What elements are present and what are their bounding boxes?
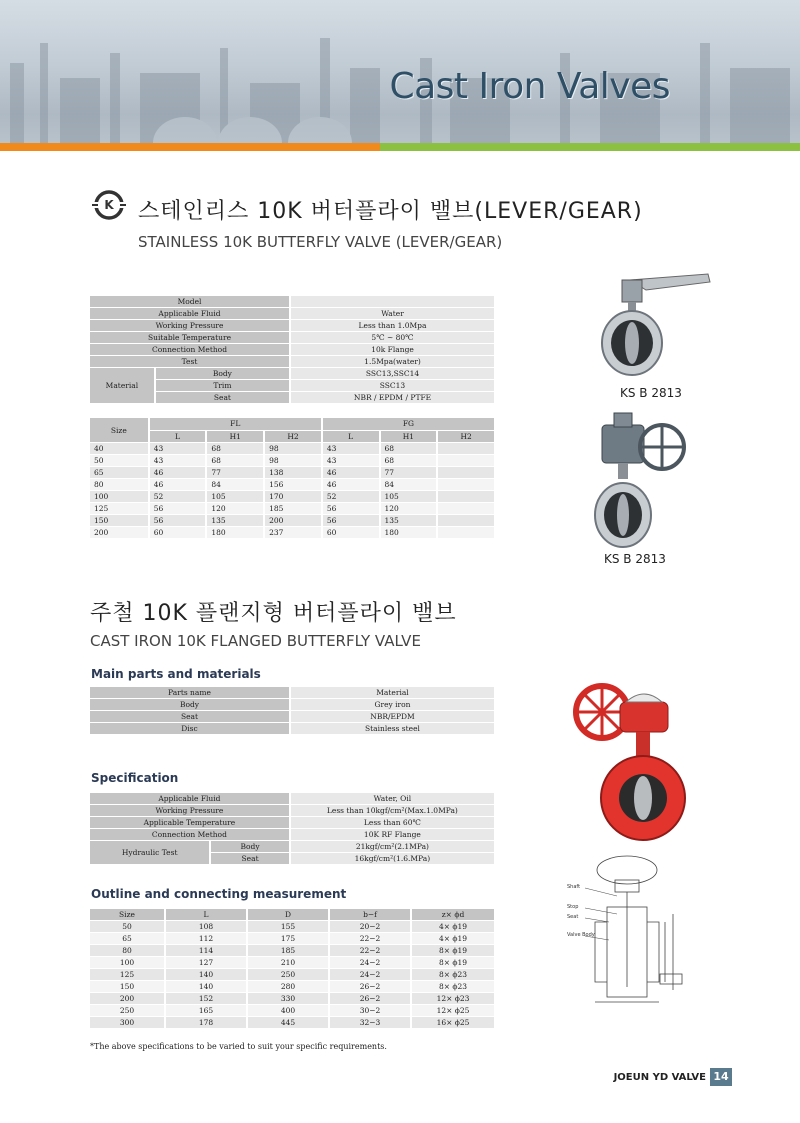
dim-cell: 84 [381, 479, 437, 490]
spec-value: 10K RF Flange [291, 829, 494, 840]
table-row [90, 443, 494, 454]
cast-iron-butterfly-valve-image [562, 680, 692, 845]
hydraulic-label: Hydraulic Test [90, 841, 209, 864]
spec-value: Water [291, 308, 494, 319]
footer-brand: JOEUN YD VALVE [613, 1072, 706, 1083]
measure-cell: 16× ϕ25 [412, 1017, 494, 1028]
hydraulic-value: 16kgf/cm²(1.6.MPa) [291, 853, 494, 864]
measure-cell: 112 [166, 933, 246, 944]
material-part: Body [156, 368, 289, 379]
dim-cell: 98 [265, 443, 321, 454]
part-material: Grey iron [291, 699, 494, 710]
svg-text:K: K [104, 198, 114, 212]
table-row [90, 1005, 494, 1016]
measure-cell: 26−2 [330, 981, 410, 992]
drawing-label-shaft: Shaft [567, 884, 581, 890]
dim-cell: 105 [381, 491, 437, 502]
spec-value: Water, Oil [291, 793, 494, 804]
measure-cell: 8× ϕ19 [412, 957, 494, 968]
size-cell: 80 [90, 479, 148, 490]
size-cell: 65 [90, 933, 164, 944]
dim-cell: 237 [265, 527, 321, 538]
specification-heading: Specification [91, 771, 179, 785]
spec-value: 5℃ ~ 80℃ [291, 332, 494, 343]
table-row [90, 455, 494, 466]
accent-bar-orange [0, 143, 380, 151]
dim-cell: 56 [323, 503, 379, 514]
measure-cell: 26−2 [330, 993, 410, 1004]
dim-cell: 46 [323, 467, 379, 478]
measure-cell: 8× ϕ23 [412, 981, 494, 992]
part-material: NBR/EPDM [291, 711, 494, 722]
dim-cell: 77 [381, 467, 437, 478]
measure-cell: 30−2 [330, 1005, 410, 1016]
caption-gear: KS B 2813 [604, 552, 666, 566]
spec-label: Suitable Temperature [90, 332, 289, 343]
fl-header: FL [150, 418, 321, 430]
dims-col-header: L [150, 431, 206, 443]
table-row [90, 921, 494, 932]
caption-lever: KS B 2813 [620, 386, 682, 400]
section1-title-en: STAINLESS 10K BUTTERFLY VALVE (LEVER/GEAR) [138, 233, 503, 251]
stainless-dimension-table [88, 417, 496, 539]
size-cell: 300 [90, 1017, 164, 1028]
table-row [90, 479, 494, 490]
dim-cell: 120 [207, 503, 263, 514]
table-row [90, 957, 494, 968]
dim-cell: 105 [207, 491, 263, 502]
size-cell: 200 [90, 993, 164, 1004]
measure-cell: 24−2 [330, 969, 410, 980]
section1-title-kr: 스테인리스 10K 버터플라이 밸브(LEVER/GEAR) [138, 199, 643, 224]
part-name: Seat [90, 711, 289, 722]
spec-label: Connection Method [90, 344, 289, 355]
measure-cell: 12× ϕ23 [412, 993, 494, 1004]
measure-cell: 400 [248, 1005, 328, 1016]
spec-label: Model [90, 296, 289, 307]
measure-cell: 127 [166, 957, 246, 968]
measure-cell: 22−2 [330, 945, 410, 956]
spec-value: 1.5Mpa(water) [291, 356, 494, 367]
measure-cell: 22−2 [330, 933, 410, 944]
dim-cell: 43 [150, 455, 206, 466]
measure-cell: 445 [248, 1017, 328, 1028]
stainless-spec-table [88, 295, 496, 404]
measure-cell: 8× ϕ19 [412, 945, 494, 956]
size-cell: 80 [90, 945, 164, 956]
measure-cell: 32−3 [330, 1017, 410, 1028]
spec-label: Applicable Fluid [90, 308, 289, 319]
outline-measurement-table [88, 908, 496, 1029]
table-row [90, 1017, 494, 1028]
size-cell: 125 [90, 503, 148, 514]
measure-cell: 152 [166, 993, 246, 1004]
part-name: Disc [90, 723, 289, 734]
material-label: Material [90, 368, 154, 403]
dim-cell: 43 [150, 443, 206, 454]
hydraulic-value: 21kgf/cm²(2.1MPa) [291, 841, 494, 852]
measure-cell: 140 [166, 981, 246, 992]
ks-mark-icon [90, 190, 128, 220]
measure-cell: 178 [166, 1017, 246, 1028]
spec-label: Working Pressure [90, 805, 289, 816]
table-row [90, 503, 494, 514]
table-row [90, 467, 494, 478]
outline-col-header: b−f [330, 909, 410, 920]
dim-cell: 46 [323, 479, 379, 490]
section2-title-en: CAST IRON 10K FLANGED BUTTERFLY VALVE [90, 632, 421, 650]
dim-cell: 200 [265, 515, 321, 526]
dim-cell: 135 [207, 515, 263, 526]
table-row [90, 527, 494, 538]
measure-cell: 165 [166, 1005, 246, 1016]
dim-cell: 77 [207, 467, 263, 478]
part-material: Stainless steel [291, 723, 494, 734]
dim-cell: 46 [150, 479, 206, 490]
spec-label: Test [90, 356, 289, 367]
dim-cell: 68 [381, 455, 437, 466]
material-part: Seat [156, 392, 289, 403]
dim-cell: 98 [265, 455, 321, 466]
table-row [90, 969, 494, 980]
measure-cell: 20−2 [330, 921, 410, 932]
dim-cell: 60 [323, 527, 379, 538]
hydraulic-part: Seat [211, 853, 288, 864]
dim-cell [438, 491, 494, 502]
table-row [90, 993, 494, 1004]
parts-heading: Main parts and materials [91, 667, 261, 681]
measure-cell: 140 [166, 969, 246, 980]
table-row [90, 933, 494, 944]
measure-cell: 8× ϕ23 [412, 969, 494, 980]
parts-header: Parts name [90, 687, 289, 698]
dim-cell [438, 479, 494, 490]
dim-cell: 120 [381, 503, 437, 514]
drawing-label-body: Valve Body [567, 932, 595, 938]
part-name: Body [90, 699, 289, 710]
dims-col-header: H2 [265, 431, 321, 443]
page-title: Cast Iron Valves [389, 66, 670, 107]
accent-bar-green [380, 143, 800, 151]
dim-cell [438, 443, 494, 454]
dim-cell: 43 [323, 455, 379, 466]
gear-butterfly-valve-image [590, 405, 700, 550]
dim-cell: 84 [207, 479, 263, 490]
spec-label: Applicable Temperature [90, 817, 289, 828]
measure-cell: 114 [166, 945, 246, 956]
dim-cell: 68 [381, 443, 437, 454]
lever-butterfly-valve-image [590, 268, 720, 383]
measure-cell: 4× ϕ19 [412, 921, 494, 932]
dim-cell: 156 [265, 479, 321, 490]
outline-col-header: L [166, 909, 246, 920]
fg-header: FG [323, 418, 494, 430]
measure-cell: 280 [248, 981, 328, 992]
measure-cell: 210 [248, 957, 328, 968]
dim-cell [438, 467, 494, 478]
size-cell: 200 [90, 527, 148, 538]
spec-value [291, 296, 494, 307]
outline-col-header: Size [90, 909, 164, 920]
dims-col-header: L [323, 431, 379, 443]
spec-value: Less than 1.0Mpa [291, 320, 494, 331]
size-cell: 125 [90, 969, 164, 980]
dim-cell: 185 [265, 503, 321, 514]
outline-heading: Outline and connecting measurement [91, 887, 347, 901]
spec-value: Less than 60℃ [291, 817, 494, 828]
page-number: 14 [710, 1068, 732, 1086]
dim-cell: 170 [265, 491, 321, 502]
material-part: Trim [156, 380, 289, 391]
dim-cell: 56 [150, 515, 206, 526]
measure-cell: 330 [248, 993, 328, 1004]
dim-cell: 52 [150, 491, 206, 502]
dim-cell: 43 [323, 443, 379, 454]
size-header: Size [90, 418, 148, 442]
dim-cell [438, 503, 494, 514]
section2-title-kr: 주철 10K 플랜지형 버터플라이 밸브 [90, 601, 457, 626]
specification-table [88, 792, 496, 865]
dims-col-header: H1 [381, 431, 437, 443]
table-row [90, 945, 494, 956]
outline-col-header: D [248, 909, 328, 920]
drawing-label-seat: Seat [567, 914, 579, 920]
spec-label: Applicable Fluid [90, 793, 289, 804]
material-value: SSC13,SSC14 [291, 368, 494, 379]
spec-value: Less than 10kgf/cm²(Max.1.0MPa) [291, 805, 494, 816]
size-cell: 100 [90, 957, 164, 968]
outline-col-header: z× ϕd [412, 909, 494, 920]
material-header: Material [291, 687, 494, 698]
size-cell: 50 [90, 455, 148, 466]
dim-cell: 56 [323, 515, 379, 526]
drawing-label-stop: Stop [567, 904, 579, 910]
dim-cell: 135 [381, 515, 437, 526]
measure-cell: 108 [166, 921, 246, 932]
dim-cell: 68 [207, 455, 263, 466]
dim-cell: 46 [150, 467, 206, 478]
table-row [90, 491, 494, 502]
spec-label: Connection Method [90, 829, 289, 840]
spec-value: 10k Flange [291, 344, 494, 355]
measure-cell: 12× ϕ25 [412, 1005, 494, 1016]
dim-cell: 60 [150, 527, 206, 538]
size-cell: 65 [90, 467, 148, 478]
measure-cell: 250 [248, 969, 328, 980]
parts-materials-table [88, 686, 496, 735]
measure-cell: 175 [248, 933, 328, 944]
dims-col-header: H1 [207, 431, 263, 443]
dim-cell: 138 [265, 467, 321, 478]
measure-cell: 155 [248, 921, 328, 932]
hydraulic-part: Body [211, 841, 288, 852]
table-row [90, 515, 494, 526]
dims-col-header: H2 [438, 431, 494, 443]
technical-drawing [565, 852, 695, 1012]
measure-cell: 24−2 [330, 957, 410, 968]
size-cell: 150 [90, 981, 164, 992]
table-row [90, 981, 494, 992]
size-cell: 250 [90, 1005, 164, 1016]
dim-cell [438, 515, 494, 526]
size-cell: 50 [90, 921, 164, 932]
dim-cell: 52 [323, 491, 379, 502]
dim-cell: 68 [207, 443, 263, 454]
size-cell: 150 [90, 515, 148, 526]
dim-cell: 56 [150, 503, 206, 514]
size-cell: 100 [90, 491, 148, 502]
material-value: NBR / EPDM / PTFE [291, 392, 494, 403]
measure-cell: 185 [248, 945, 328, 956]
material-value: SSC13 [291, 380, 494, 391]
size-cell: 40 [90, 443, 148, 454]
dim-cell: 180 [207, 527, 263, 538]
spec-label: Working Pressure [90, 320, 289, 331]
header-banner [0, 0, 800, 143]
dim-cell [438, 455, 494, 466]
footnote: *The above specifications to be varied to suit your specific requirements. [90, 1042, 387, 1051]
dim-cell: 180 [381, 527, 437, 538]
dim-cell [438, 527, 494, 538]
measure-cell: 4× ϕ19 [412, 933, 494, 944]
